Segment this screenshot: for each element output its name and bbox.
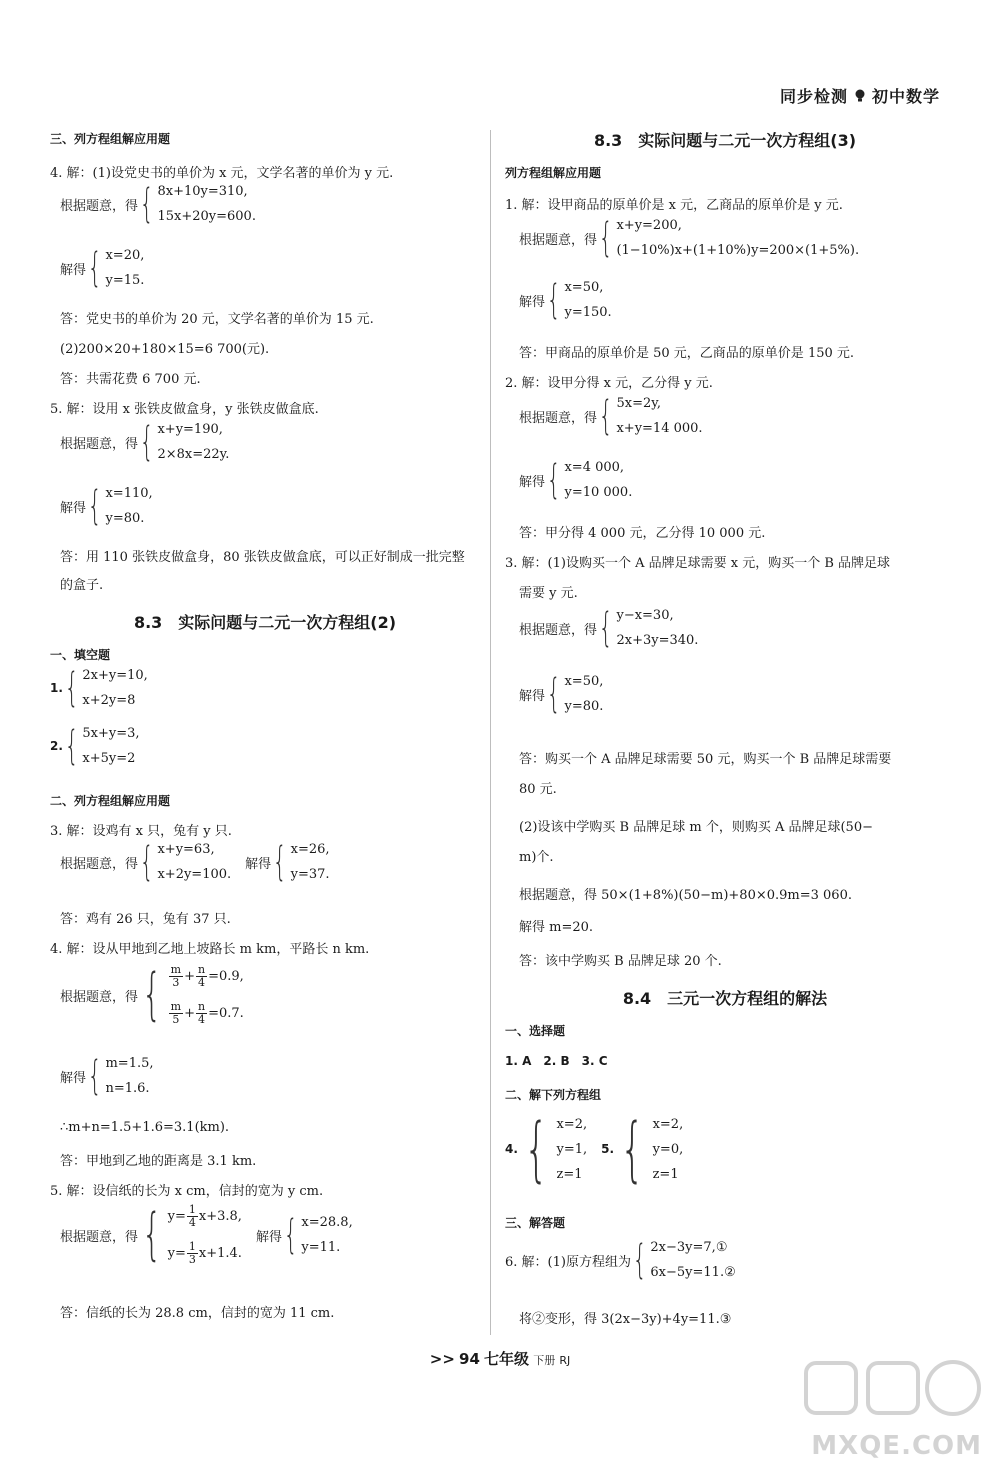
label: 根据题意，得 — [519, 232, 598, 248]
choice-answers: 1. A 2. B 3. C — [505, 1054, 608, 1068]
equations — [564, 280, 611, 320]
q5-intro: 5. 解：设用 x 张铁皮做盒身，y 张铁皮做盒底. — [50, 402, 319, 417]
numerator: 1 — [188, 1240, 196, 1253]
equation: n=1.6. — [105, 1081, 150, 1096]
q4-intro: 4. 解：(1)设党史书的单价为 x 元，文学名著的单价为 y 元. — [50, 166, 394, 181]
numerator: 1 — [188, 1203, 196, 1216]
q1-system — [519, 215, 860, 261]
brace: { — [546, 277, 561, 323]
label: 解得 — [519, 294, 546, 310]
equation: x=50, — [564, 674, 604, 689]
equation: y=11. — [301, 1240, 341, 1255]
equations — [157, 422, 229, 462]
brace: { — [598, 393, 613, 439]
equation: y=150. — [564, 305, 612, 320]
brace: { — [546, 671, 561, 717]
q3-intro: 3. 解：(1)设购买一个 A 品牌足球需要 x 元，购买一个 B 品牌足球 — [505, 556, 891, 571]
section-heading: 列方程组解应用题 — [505, 166, 602, 180]
question-number: 4. — [505, 1142, 518, 1156]
label: 根据题意，得 — [60, 436, 139, 452]
grade-label: 七年级 — [484, 1350, 530, 1368]
section-heading: 一、填空题 — [50, 648, 111, 662]
a3-system — [60, 839, 330, 885]
answer: 答：鸡有 26 只，兔有 37 只. — [60, 912, 231, 927]
equations — [82, 726, 139, 766]
equation-part: y= — [167, 1209, 186, 1224]
denominator: 4 — [188, 1216, 196, 1229]
equations — [82, 668, 147, 708]
equation-part: x+3.8, — [198, 1209, 242, 1224]
denominator: 3 — [172, 976, 180, 989]
brace: { — [87, 483, 102, 529]
equation: 2×8x=22y. — [157, 447, 230, 462]
brace: { — [139, 419, 154, 465]
equations — [616, 396, 702, 436]
brace: { — [632, 1237, 647, 1283]
brace: { — [620, 1108, 645, 1190]
equation: y=15. — [105, 273, 145, 288]
label: 根据题意，得 — [60, 989, 139, 1005]
operator: + — [184, 1006, 195, 1021]
q4-system — [60, 181, 256, 227]
equations — [105, 248, 144, 288]
equation-part: x+1.4. — [198, 1246, 242, 1261]
page-header — [780, 84, 940, 107]
fraction — [196, 1001, 207, 1026]
step: 将②变形，得 3(2x−3y)+4y=11.③ — [519, 1312, 732, 1327]
label: 解得 — [519, 474, 546, 490]
equations — [157, 842, 231, 882]
label: 解得 — [60, 500, 87, 516]
equation: y=80. — [105, 511, 145, 526]
fraction — [169, 964, 183, 989]
equation: x+y=190, — [157, 422, 223, 437]
brace: { — [64, 665, 79, 711]
equation-rest: =0.7. — [208, 1006, 244, 1021]
q2-solution — [519, 457, 633, 503]
label: 解得 — [519, 688, 546, 704]
equations — [105, 1056, 153, 1096]
label: 根据题意，得 — [519, 410, 598, 426]
equation: x=2, — [556, 1116, 588, 1132]
equation: x+2y=8 — [82, 693, 136, 708]
brace: { — [87, 1053, 102, 1099]
equation — [168, 964, 244, 989]
q4-solution — [60, 245, 145, 291]
equations — [616, 218, 859, 258]
fraction — [196, 964, 207, 989]
brace: { — [87, 245, 102, 291]
equation: x=26, — [290, 842, 330, 857]
equations — [301, 1215, 352, 1255]
brace: { — [139, 839, 154, 885]
section-heading: 一、选择题 — [505, 1024, 566, 1038]
answer: 答：甲商品的原单价是 50 元，乙商品的原单价是 150 元. — [519, 346, 855, 361]
numerator: m — [170, 1000, 182, 1013]
equation — [168, 1241, 242, 1266]
equation: 8x+10y=310, — [157, 184, 248, 199]
equation: y=10 000. — [564, 485, 633, 500]
page-arrows: >> — [429, 1350, 455, 1368]
edition-label: RJ — [559, 1354, 571, 1367]
equations — [653, 1117, 684, 1182]
equation: y=37. — [290, 867, 330, 882]
watermark-logo-icon — [798, 1353, 988, 1423]
equation: z=1 — [652, 1166, 679, 1182]
equation: 2x−3y=7,① — [650, 1240, 728, 1255]
fraction — [187, 1241, 198, 1266]
answer: 的盒子. — [60, 578, 104, 593]
a3-intro: 3. 解：设鸡有 x 只，兔有 y 只. — [50, 824, 232, 839]
equations — [650, 1240, 735, 1280]
equations — [105, 486, 152, 526]
brace: { — [546, 457, 561, 503]
solve-systems — [505, 1108, 684, 1190]
label: 根据题意，得 — [60, 198, 139, 214]
a4-intro: 4. 解：设从甲地到乙地上坡路长 m km，平路长 n km. — [50, 942, 370, 957]
a5-intro: 5. 解：设信纸的长为 x cm，信封的宽为 y cm. — [50, 1184, 324, 1199]
answer: 答：甲地到乙地的距离是 3.1 km. — [60, 1154, 257, 1169]
fill-1 — [50, 665, 148, 711]
q3-intro: 需要 y 元. — [519, 586, 578, 601]
brace: { — [142, 1202, 162, 1267]
a4-solution — [60, 1053, 154, 1099]
equation: x+y=200, — [616, 218, 682, 233]
label: 6. 解：(1)原方程组为 — [505, 1254, 631, 1270]
equations — [564, 460, 632, 500]
column-divider — [490, 130, 491, 1335]
equation: (1−10%)x+(1+10%)y=200×(1+5%). — [616, 243, 860, 258]
answer: 答：甲分得 4 000 元，乙分得 10 000 元. — [519, 526, 766, 541]
equation — [168, 1001, 244, 1026]
equation: x=50, — [564, 280, 604, 295]
answer: 答：共需花费 6 700 元. — [60, 372, 201, 387]
equation: 15x+20y=600. — [157, 209, 256, 224]
section-title: 8.4 三元一次方程组的解法 — [622, 989, 828, 1008]
answer: 答：购买一个 A 品牌足球需要 50 元，购买一个 B 品牌足球需要 — [519, 752, 892, 767]
answer: 80 元. — [519, 782, 557, 797]
brace: { — [139, 181, 154, 227]
equation: 2x+y=10, — [82, 668, 148, 683]
equation: x+5y=2 — [82, 751, 136, 766]
equations — [291, 842, 330, 882]
equations — [616, 608, 698, 648]
equation: 2x+3y=340. — [616, 633, 699, 648]
fraction — [187, 1204, 198, 1229]
q6-system — [505, 1237, 736, 1283]
section-title: 8.3 实际问题与二元一次方程组(2) — [133, 613, 397, 632]
equations — [556, 1117, 587, 1182]
answer: 答：该中学购买 B 品牌足球 20 个. — [519, 954, 722, 969]
equation: y=80. — [564, 699, 604, 714]
equation: x=2, — [652, 1116, 684, 1132]
page-number: 94 — [459, 1350, 480, 1368]
question-number: 5. — [601, 1142, 615, 1156]
equation-part: y= — [167, 1246, 186, 1261]
denominator: 4 — [198, 1013, 206, 1026]
equation: x+y=63, — [157, 842, 215, 857]
brace: { — [272, 839, 287, 885]
equation: x=28.8, — [301, 1215, 353, 1230]
equations — [157, 184, 256, 224]
section-heading: 二、解下列方程组 — [505, 1088, 602, 1102]
question-number: 1. — [50, 681, 63, 695]
a5-system — [60, 1204, 353, 1266]
q1-intro: 1. 解：设甲商品的原单价是 x 元，乙商品的原单价是 y 元. — [505, 198, 843, 213]
bulb-icon — [854, 89, 866, 103]
label: 根据题意，得 — [519, 622, 598, 638]
label: 解得 — [245, 856, 272, 872]
answer: 答：用 110 张铁皮做盒身，80 张铁皮做盒底，可以正好制成一批完整 — [60, 550, 465, 565]
q3-part2: (2)设该中学购买 B 品牌足球 m 个，则购买 A 品牌足球(50− — [519, 820, 873, 835]
answer: 答：信纸的长为 28.8 cm，信封的宽为 11 cm. — [60, 1306, 335, 1321]
q3-part2: m)个. — [519, 850, 554, 865]
equation: y−x=30, — [616, 608, 674, 623]
fraction — [169, 1001, 183, 1026]
equation: m=1.5, — [105, 1056, 154, 1071]
brace: { — [523, 1108, 549, 1190]
fill-2 — [50, 723, 140, 769]
q1-solution — [519, 277, 612, 323]
answer: 答：党史书的单价为 20 元，文学名著的单价为 15 元. — [60, 312, 374, 327]
section-title: 8.3 实际问题与二元一次方程组(3) — [593, 131, 857, 150]
watermark-text: MXQE.COM — [811, 1431, 982, 1461]
equation: 6x−5y=11.② — [650, 1265, 736, 1280]
label: 根据题意，得 — [60, 1229, 139, 1245]
question-number: 2. — [50, 739, 63, 753]
equation: x+2y=100. — [157, 867, 232, 882]
numerator: n — [198, 963, 206, 976]
q2-intro: 2. 解：设甲分得 x 元，乙分得 y 元. — [505, 376, 713, 391]
denominator: 3 — [188, 1253, 196, 1266]
equation: 5x=2y, — [616, 396, 661, 411]
a4-system — [60, 964, 244, 1026]
volume-label: 下册 — [533, 1354, 556, 1367]
brace: { — [598, 605, 613, 651]
denominator: 5 — [172, 1013, 180, 1026]
brace: { — [64, 723, 79, 769]
label: 解得 — [255, 1229, 282, 1245]
brace: { — [142, 962, 162, 1027]
section-heading: 三、列方程组解应用题 — [50, 132, 171, 146]
equations — [564, 674, 603, 714]
label: 根据题意，得 — [60, 856, 139, 872]
watermark — [798, 1353, 988, 1463]
equations — [168, 1204, 242, 1266]
equation: z=1 — [556, 1166, 583, 1182]
brace: { — [283, 1212, 298, 1258]
q3-system — [519, 605, 699, 651]
calc: ∴m+n=1.5+1.6=3.1(km). — [60, 1120, 230, 1135]
equation: x=110, — [105, 486, 153, 501]
label: 解得 — [60, 262, 87, 278]
numerator: m — [170, 963, 182, 976]
equation-rest: =0.9, — [208, 969, 244, 984]
equation: x=20, — [105, 248, 145, 263]
q5-system — [60, 419, 230, 465]
equation — [168, 1204, 242, 1229]
series-name: 同步检测 — [779, 87, 848, 106]
section-heading: 二、列方程组解应用题 — [50, 794, 171, 808]
q3-solution — [519, 671, 604, 717]
calc: (2)200×20+180×15=6 700(元). — [60, 342, 270, 357]
equation: x=4 000, — [564, 460, 625, 475]
equation: 根据题意，得 50×(1+8%)(50−m)+80×0.9m=3 060. — [519, 888, 852, 903]
equation: x+y=14 000. — [616, 421, 703, 436]
subject-name: 初中数学 — [871, 87, 940, 106]
q2-system — [519, 393, 703, 439]
brace: { — [598, 215, 613, 261]
equation: y=1, — [556, 1141, 588, 1157]
q5-solution — [60, 483, 153, 529]
numerator: n — [198, 1000, 206, 1013]
equations — [168, 964, 244, 1026]
operator: + — [184, 969, 195, 984]
solution: 解得 m=20. — [519, 920, 594, 935]
denominator: 4 — [198, 976, 206, 989]
section-heading: 三、解答题 — [505, 1216, 566, 1230]
label: 解得 — [60, 1070, 87, 1086]
equation: y=0, — [652, 1141, 684, 1157]
equation: 5x+y=3, — [82, 726, 140, 741]
